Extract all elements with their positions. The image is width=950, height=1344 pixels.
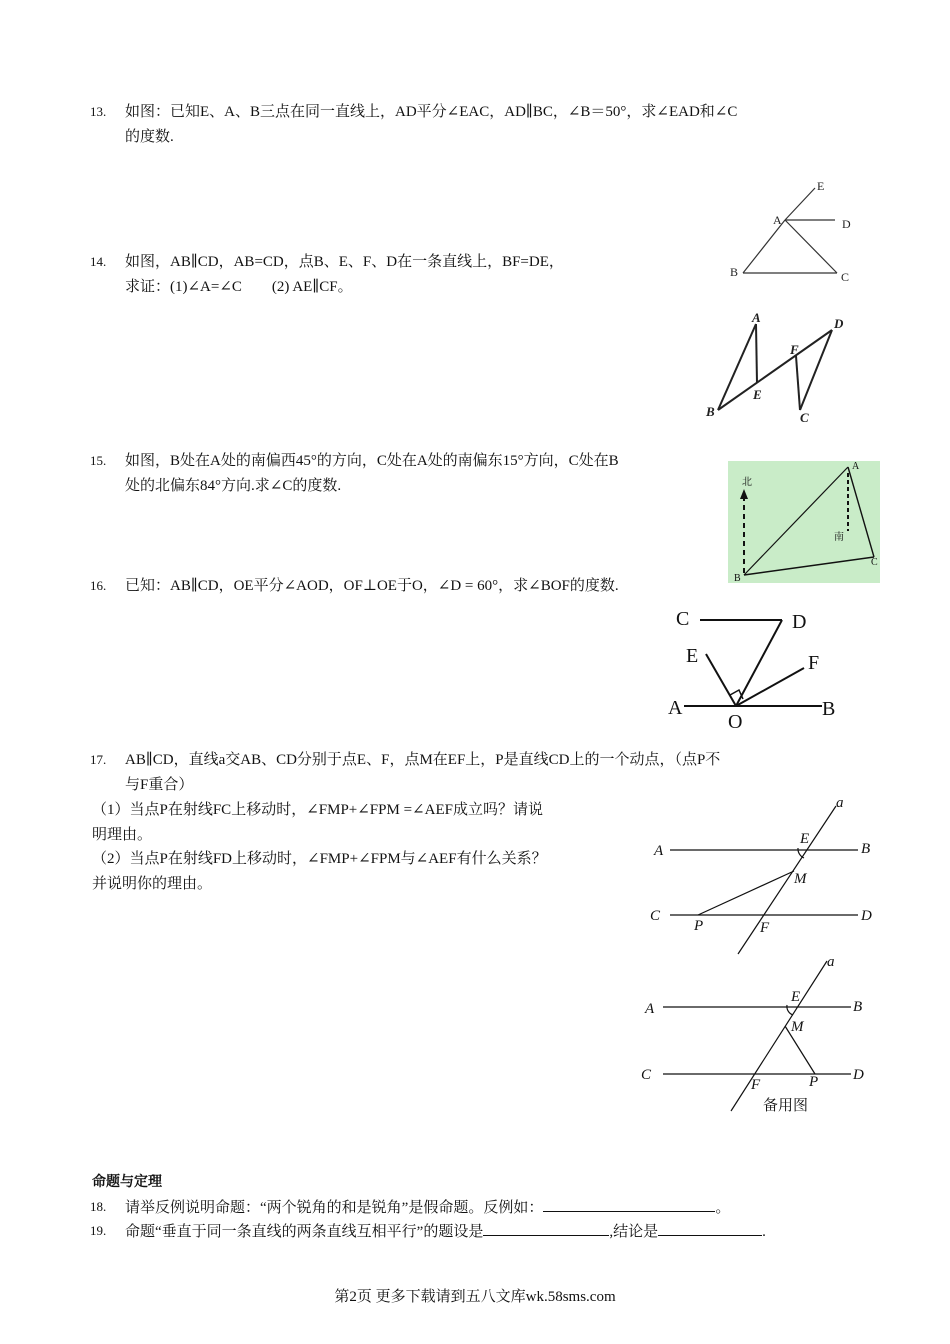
q19-conclusion-blank[interactable] [658,1219,762,1236]
q14-line1: 如图，AB∥CD，AB=CD，点B、E、F、D在一条直线上，BF=DE， [125,254,564,270]
fig17-label-p: P [694,918,704,934]
fig17-label-line-a: a [836,795,844,811]
q18-number: 18. [90,1199,107,1214]
fig16-label-e: E [686,645,699,667]
q17-line1: AB∥CD，直线a交AB、CD分别于点E、F，点M在EF上，P是直线CD上的一个动点，（点P不 [125,752,721,768]
fig15-label-north: 北 [742,477,752,488]
fig16-label-c: C [676,608,690,630]
fig17b-label-e: E [791,989,801,1005]
fig17b-label-p: P [809,1074,819,1090]
fig14-label-b: B [706,404,715,419]
fig15-label-south: 南 [834,532,844,543]
section-heading-propositions: 命题与定理 [92,1174,162,1190]
fig17-label-f: F [760,920,770,936]
fig17b-label-a: A [645,1001,655,1017]
q19-text-a: 命题“垂直于同一条直线的两条直线互相平行”的题设是 [125,1224,484,1240]
q19-text-c: . [762,1224,766,1240]
figure-14-parallel-segments [700,310,850,430]
fig17b-label-line-a: a [827,954,835,970]
q19-line [125,1219,766,1244]
q17-part2-line-a: （2）当点P在射线FD上移动时，∠FMP+∠FPM与∠AEF有什么关系？ [92,851,547,867]
fig13-label-e: E [817,179,825,193]
fig13-label-d: D [842,217,851,231]
fig15-label-a: A [852,461,860,472]
fig15-label-c: C [871,557,878,568]
q17-number: 17. [90,752,107,767]
fig17-label-c: C [650,908,661,924]
q15-number: 15. [90,453,107,468]
fig16-label-f: F [808,652,820,674]
fig16-label-a: A [668,697,683,719]
q19-text-b: ,结论是 [609,1224,659,1240]
fig17b-label-m: M [791,1019,804,1035]
figure-13-triangle [725,178,865,288]
fig16-label-b: B [822,698,836,720]
fig14-label-e: E [753,387,762,402]
fig15-label-b: B [734,573,741,583]
figure-17-spare [635,953,875,1113]
figure-15-direction-diagram [728,461,880,583]
fig17b-label-d: D [853,1067,864,1083]
q19-number: 19. [90,1223,107,1238]
q17-part1-line-b: 明理由。 [92,827,153,843]
fig13-label-c: C [841,270,850,284]
fig13-label-a: A [773,213,782,227]
fig17b-label-c: C [641,1067,652,1083]
fig16-label-o: O [728,711,743,732]
fig13-label-b: B [730,265,739,279]
q15-line2: 处的北偏东84°方向.求∠C的度数. [125,478,342,494]
fig17-label-m: M [794,871,807,887]
q17-part1-line-a: （1）当点P在射线FC上移动时，∠FMP+∠FPM =∠AEF成立吗？请说 [92,802,543,818]
fig16-label-d: D [792,611,807,633]
q16-line1: 已知：AB∥CD，OE平分∠AOD，OF⊥OE于O，∠D = 60°，求∠BOF的度数. [125,578,619,594]
q19-hypothesis-blank[interactable] [483,1219,609,1236]
figure-17-main [640,792,880,962]
q18-text-after: 。 [715,1200,731,1216]
fig17-label-e: E [800,831,810,847]
q13-line2: 的度数. [125,129,174,145]
q13-line1: 如图：已知E、A、B三点在同一直线上，AD平分∠EAC，AD∥BC，∠B＝50°，求∠EAD和∠C [125,104,738,120]
fig14-label-f: F [790,342,799,357]
q15-line1: 如图，B处在A处的南偏西45°的方向，C处在A处的南偏东15°方向，C处在B [125,453,619,469]
q18-answer-blank[interactable] [543,1195,715,1212]
fig17-label-a: A [654,843,664,859]
fig14-label-a: A [752,310,761,325]
q14-number: 14. [90,254,107,269]
fig17-label-d: D [861,908,872,924]
q13-number: 13. [90,104,107,119]
fig14-label-d: D [834,316,844,331]
fig17b-label-b: B [853,999,863,1015]
fig17-label-b: B [861,841,871,857]
fig14-label-c: C [800,410,809,425]
fig17b-label-f: F [751,1077,761,1093]
q18-text-before: 请举反例说明命题：“两个锐角的和是锐角”是假命题。反例如： [125,1200,544,1216]
q16-number: 16. [90,578,107,593]
q17-line2: 与F重合） [125,777,194,793]
page-footer: 第2页 更多下载请到五八文库wk.58sms.com [334,1289,616,1305]
figure-17-spare-caption: 备用图 [763,1098,809,1114]
q14-line2: 求证：(1)∠A=∠C (2) AE∥CF。 [125,279,353,295]
figure-16-angle-diagram [660,602,850,732]
q18-line [125,1195,730,1220]
q17-part2-line-b: 并说明你的理由。 [92,876,213,892]
